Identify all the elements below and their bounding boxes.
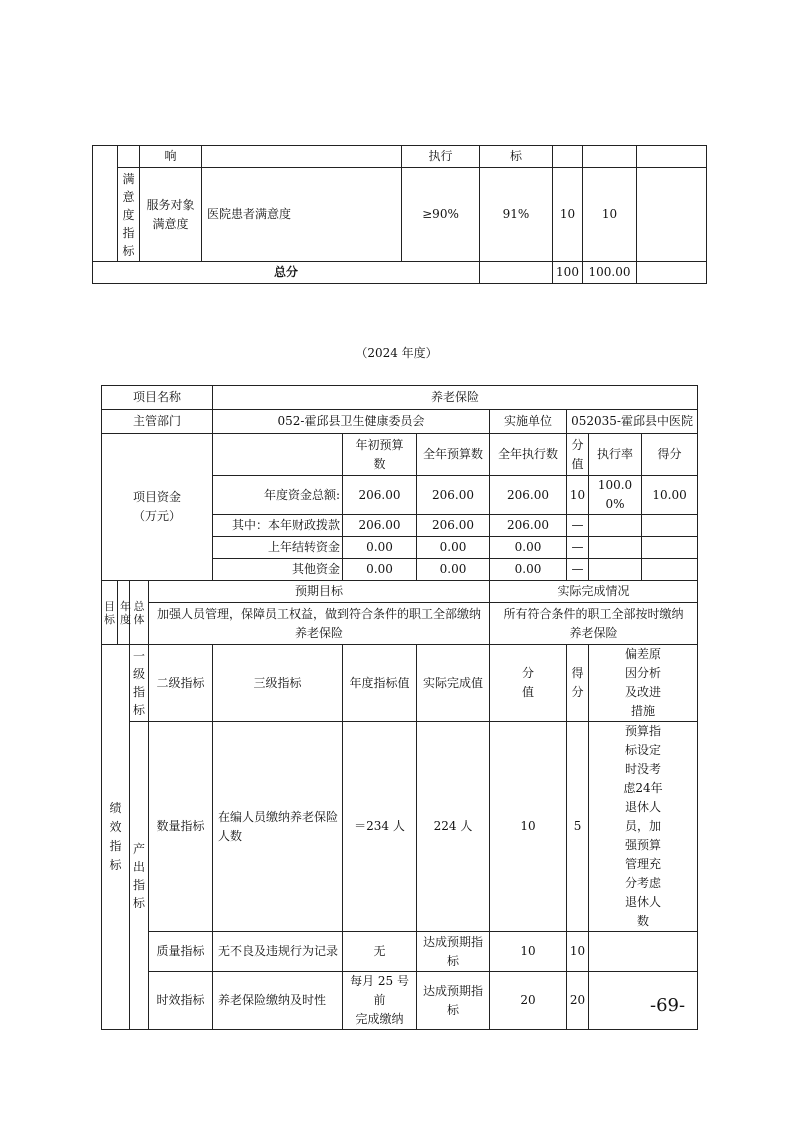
perf-row-level2: 数量指标 — [149, 722, 213, 932]
upper-header-cell — [553, 146, 583, 168]
perf-header-level2: 二级指标 — [149, 645, 213, 722]
unit-value: 052035-霍邱县中医院 — [567, 410, 698, 434]
year-caption: （2024 年度） — [355, 346, 438, 360]
upper-header-cell — [637, 146, 707, 168]
perf-row-level3: 养老保险缴纳及时性 — [213, 972, 343, 1030]
perf-row-weight: 10 — [490, 722, 567, 932]
perf-row-score: 5 — [567, 722, 589, 932]
fund-row-initial: 0.00 — [343, 537, 417, 559]
fund-row-full: 206.00 — [417, 476, 490, 515]
expected-goal: 加强人员管理，保障员工权益，做到符合条件的职工全部缴纳 养老保险 — [149, 603, 490, 645]
upper-header-cell: 标 — [480, 146, 553, 168]
satisfaction-category: 满 意 度 指 标 — [118, 168, 140, 262]
perf-row-target: 无 — [343, 932, 417, 972]
actual-goal: 所有符合条件的职工全部按时缴纳 养老保险 — [490, 603, 698, 645]
fund-row-rate — [589, 559, 642, 581]
dept-value: 052-霍邱县卫生健康委员会 — [213, 410, 490, 434]
fund-row-label: 上年结转资金 — [213, 537, 343, 559]
fund-row-full: 206.00 — [417, 515, 490, 537]
satisfaction-actual: 91% — [480, 168, 553, 262]
perf-header-note: 偏差原 因分析 及改进 措施 — [589, 645, 698, 722]
goal-label-a: 年 度 — [118, 581, 130, 645]
goal-label-b: 目 标 — [102, 581, 118, 645]
fund-header-score: 得分 — [642, 434, 698, 476]
fund-row-label: 年度资金总额: — [213, 476, 343, 515]
fund-header-exec: 全年执行数 — [490, 434, 567, 476]
goal-label-c: 总 体 — [130, 581, 149, 645]
satisfaction-target: ≥90% — [402, 168, 480, 262]
perf-row-level2: 时效指标 — [149, 972, 213, 1030]
perf-row-note — [589, 932, 698, 972]
perf-label: 绩效 指标 — [102, 645, 130, 1030]
perf-row-actual: 达成预期指 标 — [417, 972, 490, 1030]
perf-row-target: 每月 25 号前 完成缴纳 — [343, 972, 417, 1030]
fund-row-weight: — — [567, 515, 589, 537]
satisfaction-weight: 10 — [553, 168, 583, 262]
perf-row-level3: 无不良及违规行为记录 — [213, 932, 343, 972]
fund-row-initial: 206.00 — [343, 476, 417, 515]
fund-row-label: 其他资金 — [213, 559, 343, 581]
perf-header-target: 年度指标值 — [343, 645, 417, 722]
fund-row-exec: 206.00 — [490, 515, 567, 537]
perf-row-actual: 224 人 — [417, 722, 490, 932]
expected-label: 预期目标 — [149, 581, 490, 603]
perf-header-actual: 实际完成值 — [417, 645, 490, 722]
satisfaction-score: 10 — [583, 168, 637, 262]
fund-row-initial: 0.00 — [343, 559, 417, 581]
fund-row-rate — [589, 537, 642, 559]
fund-row-exec: 206.00 — [490, 476, 567, 515]
perf-row-level3: 在编人员缴纳养老保险人数 — [213, 722, 343, 932]
perf-row-weight: 20 — [490, 972, 567, 1030]
perf-row-target: ＝234 人 — [343, 722, 417, 932]
upper-header-cell: 执行 — [402, 146, 480, 168]
project-name: 养老保险 — [213, 386, 698, 410]
project-name-label: 项目名称 — [102, 386, 213, 410]
fund-row-full: 0.00 — [417, 537, 490, 559]
fund-header-initial: 年初预算 数 — [343, 434, 417, 476]
total-score: 100.00 — [583, 262, 637, 284]
perf-row-actual: 达成预期指 标 — [417, 932, 490, 972]
fund-header-weight: 分 值 — [567, 434, 589, 476]
output-label: 产 出 指 标 — [130, 722, 149, 1030]
perf-row-score: 20 — [567, 972, 589, 1030]
perf-header-level1: 一 级 指 标 — [130, 645, 149, 722]
fund-row-exec: 0.00 — [490, 559, 567, 581]
fund-row-score — [642, 537, 698, 559]
total-weight: 100 — [553, 262, 583, 284]
perf-header-weight: 分 值 — [490, 645, 567, 722]
fund-header-full: 全年预算数 — [417, 434, 490, 476]
fund-row-exec: 0.00 — [490, 537, 567, 559]
fund-row-initial: 206.00 — [343, 515, 417, 537]
actual-label: 实际完成情况 — [490, 581, 698, 603]
satisfaction-secondary: 服务对象 满意度 — [140, 168, 202, 262]
perf-header-score: 得分 — [567, 645, 589, 722]
perf-row-weight: 10 — [490, 932, 567, 972]
fund-row-label: 其中：本年财政拨款 — [213, 515, 343, 537]
fund-row-weight: — — [567, 537, 589, 559]
upper-header-cell — [202, 146, 402, 168]
upper-table — [92, 145, 707, 284]
fund-row-rate — [589, 515, 642, 537]
perf-header-level3: 三级指标 — [213, 645, 343, 722]
fund-row-rate: 100.00% — [589, 476, 642, 515]
satisfaction-indicator: 医院患者满意度 — [202, 168, 402, 262]
evaluation-table — [101, 385, 698, 1030]
fund-row-score — [642, 559, 698, 581]
upper-header-cell — [583, 146, 637, 168]
unit-label: 实施单位 — [490, 410, 567, 434]
fund-row-score: 10.00 — [642, 476, 698, 515]
total-label: 总分 — [93, 262, 480, 284]
perf-row-score: 10 — [567, 932, 589, 972]
fund-row-weight: — — [567, 559, 589, 581]
fund-row-full: 0.00 — [417, 559, 490, 581]
dept-label: 主管部门 — [102, 410, 213, 434]
perf-row-note: 预算指 标设定 时没考 虑24年 退休人 员，加 强预算 管理充 分考虑 退休人 数 — [589, 722, 698, 932]
total-note — [637, 262, 707, 284]
upper-header-cell: 响 — [140, 146, 202, 168]
fund-header-rate: 执行率 — [589, 434, 642, 476]
fund-row-score — [642, 515, 698, 537]
page-number: -69- — [650, 995, 686, 1016]
satisfaction-note — [637, 168, 707, 262]
upper-cell — [118, 146, 140, 168]
fund-label: 项目资金 （万元） — [102, 434, 213, 581]
fund-row-weight: 10 — [567, 476, 589, 515]
upper-left-cell — [93, 146, 118, 262]
fund-header-empty — [213, 434, 343, 476]
total-empty — [480, 262, 553, 284]
perf-row-level2: 质量指标 — [149, 932, 213, 972]
